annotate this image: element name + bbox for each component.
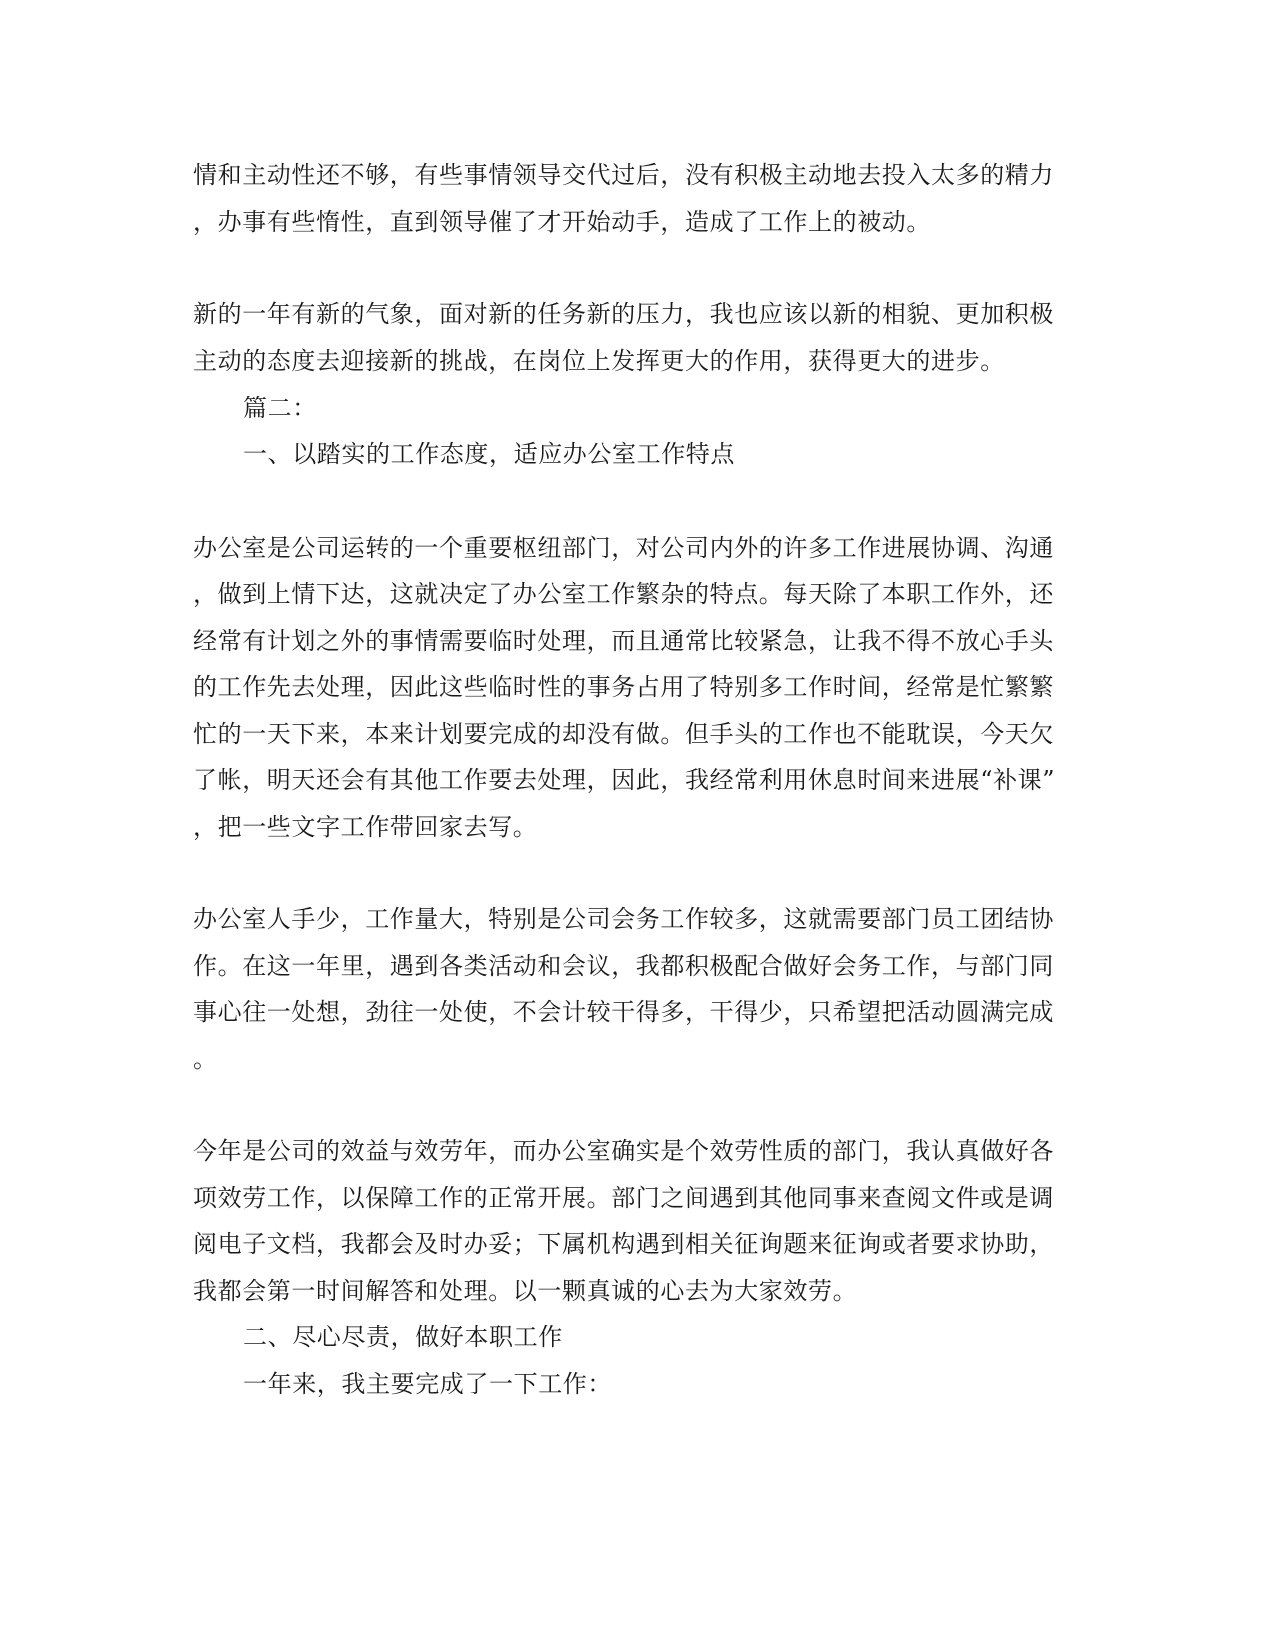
text-line: 作。在这一年里，遇到各类活动和会议，我都积极配合做好会务工作，与部门同 (193, 952, 1054, 980)
text-line: 忙的一天下来，本来计划要完成的却没有做。但手头的工作也不能耽误，今天欠 (193, 720, 1054, 748)
text-line: 事心往一处想，劲往一处使，不会计较干得多，干得少，只希望把活动圆满完成 (193, 998, 1054, 1026)
text-line: 办公室是公司运转的一个重要枢纽部门，对公司内外的许多工作进展协调、沟通 (193, 534, 1054, 562)
text-line: ，办事有些惰性，直到领导催了才开始动手，造成了工作上的被动。 (193, 208, 931, 236)
text-line: 项效劳工作，以保障工作的正常开展。部门之间遇到其他同事来查阅文件或是调 (193, 1184, 1054, 1212)
text-line: 主动的态度去迎接新的挑战，在岗位上发挥更大的作用，获得更大的进步。 (193, 347, 1005, 375)
text-line: 。 (193, 1045, 218, 1073)
text-line: 今年是公司的效益与效劳年，而办公室确实是个效劳性质的部门，我认真做好各 (193, 1137, 1054, 1165)
text-line: 一年来，我主要完成了一下工作： (243, 1370, 612, 1398)
text-line: ，做到上情下达，这就决定了办公室工作繁杂的特点。每天除了本职工作外，还 (193, 580, 1054, 608)
text-line: 阅电子文档，我都会及时办妥；下属机构遇到相关征询题来征询或者要求协助， (193, 1230, 1054, 1258)
section-heading: 一、以踏实的工作态度，适应办公室工作特点 (243, 440, 735, 468)
section-title: 篇二： (243, 394, 317, 422)
text-line: 新的一年有新的气象，面对新的任务新的压力，我也应该以新的相貌、更加积极 (193, 300, 1054, 328)
text-line: 了帐，明天还会有其他工作要去处理，因此，我经常利用休息时间来进展“补课” (193, 766, 1056, 794)
text-line: 我都会第一时间解答和处理。以一颗真诚的心去为大家效劳。 (193, 1277, 858, 1305)
text-line: 的工作先去处理，因此这些临时性的事务占用了特别多工作时间，经常是忙繁繁 (193, 673, 1054, 701)
text-line: ，把一些文字工作带回家去写。 (193, 813, 538, 841)
section-heading: 二、尽心尽责，做好本职工作 (243, 1323, 563, 1351)
text-line: 经常有计划之外的事情需要临时处理，而且通常比较紧急，让我不得不放心手头 (193, 627, 1054, 655)
text-line: 情和主动性还不够，有些事情领导交代过后，没有积极主动地去投入太多的精力 (193, 161, 1054, 189)
text-line: 办公室人手少，工作量大，特别是公司会务工作较多，这就需要部门员工团结协 (193, 905, 1054, 933)
